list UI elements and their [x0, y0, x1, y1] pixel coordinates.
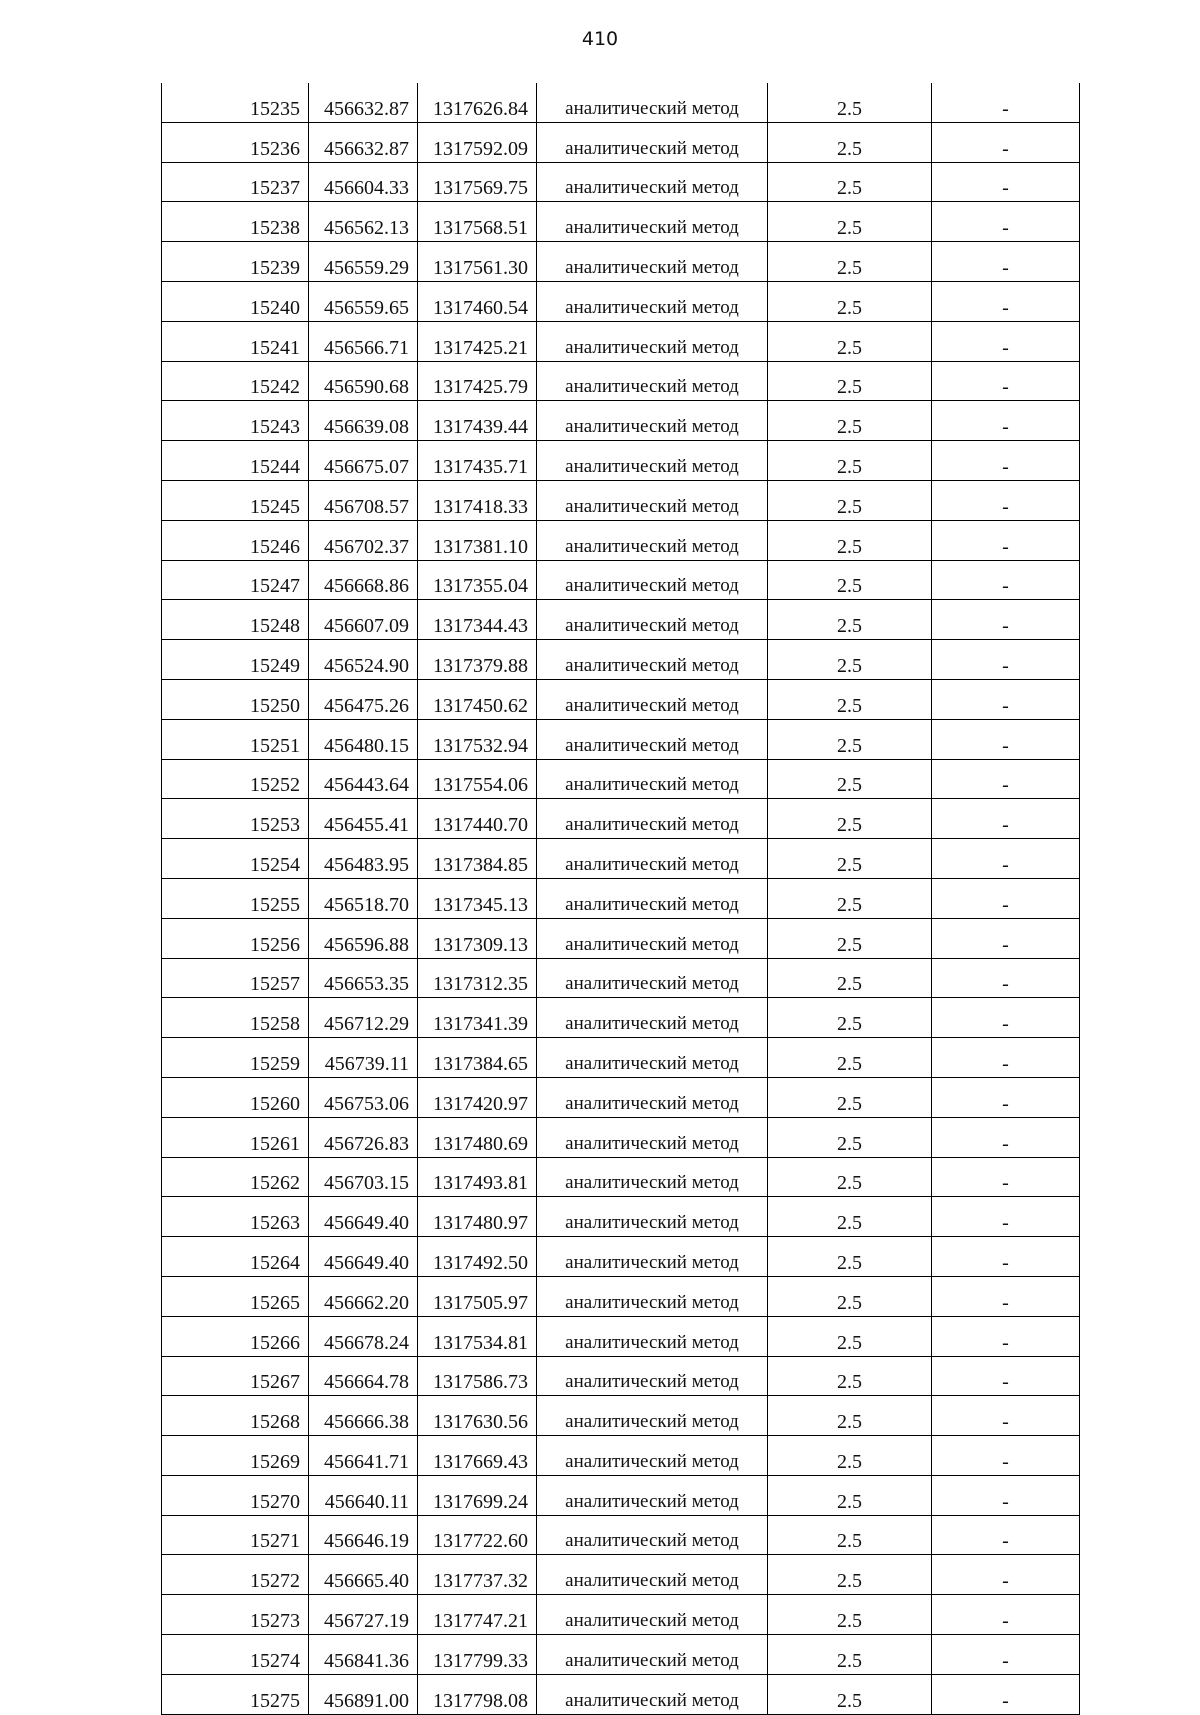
- table-row: [162, 1356, 1080, 1396]
- x-coordinate-cell: 456639.08: [309, 401, 418, 441]
- method-cell: аналитический метод: [537, 1635, 768, 1675]
- table-row: [162, 242, 1080, 282]
- table-row: [162, 401, 1080, 441]
- accuracy-cell: 2.5: [768, 759, 932, 799]
- note-cell: -: [932, 1197, 1080, 1237]
- accuracy-cell: 2.5: [768, 1436, 932, 1476]
- y-coordinate-cell: 1317309.13: [418, 918, 537, 958]
- x-coordinate-cell: 456841.36: [309, 1635, 418, 1675]
- y-coordinate-cell: 1317418.33: [418, 480, 537, 520]
- y-coordinate-cell: 1317341.39: [418, 998, 537, 1038]
- point-number-cell: 15271: [162, 1515, 309, 1555]
- y-coordinate-cell: 1317722.60: [418, 1515, 537, 1555]
- table-row: [162, 1475, 1080, 1515]
- method-cell: аналитический метод: [537, 321, 768, 361]
- y-coordinate-cell: 1317699.24: [418, 1475, 537, 1515]
- y-coordinate-cell: 1317355.04: [418, 560, 537, 600]
- x-coordinate-cell: 456607.09: [309, 600, 418, 640]
- y-coordinate-cell: 1317345.13: [418, 878, 537, 918]
- accuracy-cell: 2.5: [768, 1396, 932, 1436]
- table-row: [162, 83, 1080, 122]
- method-cell: аналитический метод: [537, 122, 768, 162]
- table-row: [162, 480, 1080, 520]
- y-coordinate-cell: 1317626.84: [418, 83, 537, 122]
- note-cell: -: [932, 281, 1080, 321]
- y-coordinate-cell: 1317554.06: [418, 759, 537, 799]
- note-cell: -: [932, 361, 1080, 401]
- x-coordinate-cell: 456753.06: [309, 1077, 418, 1117]
- point-number-cell: 15272: [162, 1555, 309, 1595]
- y-coordinate-cell: 1317439.44: [418, 401, 537, 441]
- method-cell: аналитический метод: [537, 1595, 768, 1635]
- table-row: [162, 799, 1080, 839]
- table-row: [162, 719, 1080, 759]
- point-number-cell: 15253: [162, 799, 309, 839]
- table-row: [162, 122, 1080, 162]
- method-cell: аналитический метод: [537, 1197, 768, 1237]
- x-coordinate-cell: 456596.88: [309, 918, 418, 958]
- method-cell: аналитический метод: [537, 1356, 768, 1396]
- note-cell: -: [932, 1436, 1080, 1476]
- table-row: [162, 1117, 1080, 1157]
- accuracy-cell: 2.5: [768, 361, 932, 401]
- table-row: [162, 1077, 1080, 1117]
- method-cell: аналитический метод: [537, 1276, 768, 1316]
- point-number-cell: 15259: [162, 1038, 309, 1078]
- x-coordinate-cell: 456641.71: [309, 1436, 418, 1476]
- method-cell: аналитический метод: [537, 1674, 768, 1714]
- x-coordinate-cell: 456739.11: [309, 1038, 418, 1078]
- note-cell: -: [932, 520, 1080, 560]
- x-coordinate-cell: 456524.90: [309, 640, 418, 680]
- page-number: 410: [581, 28, 619, 50]
- accuracy-cell: 2.5: [768, 1237, 932, 1277]
- y-coordinate-cell: 1317480.69: [418, 1117, 537, 1157]
- point-number-cell: 15247: [162, 560, 309, 600]
- accuracy-cell: 2.5: [768, 480, 932, 520]
- note-cell: -: [932, 480, 1080, 520]
- note-cell: -: [932, 1396, 1080, 1436]
- x-coordinate-cell: 456590.68: [309, 361, 418, 401]
- point-number-cell: 15246: [162, 520, 309, 560]
- point-number-cell: 15252: [162, 759, 309, 799]
- point-number-cell: 15250: [162, 679, 309, 719]
- note-cell: -: [932, 202, 1080, 242]
- point-number-cell: 15248: [162, 600, 309, 640]
- point-number-cell: 15245: [162, 480, 309, 520]
- accuracy-cell: 2.5: [768, 1555, 932, 1595]
- table-row: [162, 281, 1080, 321]
- method-cell: аналитический метод: [537, 401, 768, 441]
- point-number-cell: 15268: [162, 1396, 309, 1436]
- table-row: [162, 441, 1080, 481]
- accuracy-cell: 2.5: [768, 1635, 932, 1675]
- note-cell: -: [932, 958, 1080, 998]
- method-cell: аналитический метод: [537, 799, 768, 839]
- method-cell: аналитический метод: [537, 1515, 768, 1555]
- table-row: [162, 162, 1080, 202]
- table-row: [162, 1436, 1080, 1476]
- point-number-cell: 15257: [162, 958, 309, 998]
- point-number-cell: 15266: [162, 1316, 309, 1356]
- x-coordinate-cell: 456891.00: [309, 1674, 418, 1714]
- accuracy-cell: 2.5: [768, 560, 932, 600]
- point-number-cell: 15242: [162, 361, 309, 401]
- y-coordinate-cell: 1317798.08: [418, 1674, 537, 1714]
- accuracy-cell: 2.5: [768, 799, 932, 839]
- table-row: [162, 1635, 1080, 1675]
- x-coordinate-cell: 456727.19: [309, 1595, 418, 1635]
- y-coordinate-cell: 1317592.09: [418, 122, 537, 162]
- x-coordinate-cell: 456712.29: [309, 998, 418, 1038]
- point-number-cell: 15243: [162, 401, 309, 441]
- y-coordinate-cell: 1317534.81: [418, 1316, 537, 1356]
- note-cell: -: [932, 719, 1080, 759]
- note-cell: -: [932, 918, 1080, 958]
- x-coordinate-cell: 456668.86: [309, 560, 418, 600]
- accuracy-cell: 2.5: [768, 1276, 932, 1316]
- accuracy-cell: 2.5: [768, 1038, 932, 1078]
- table-row: [162, 640, 1080, 680]
- table-row: [162, 1157, 1080, 1197]
- x-coordinate-cell: 456708.57: [309, 480, 418, 520]
- point-number-cell: 15270: [162, 1475, 309, 1515]
- x-coordinate-cell: 456559.65: [309, 281, 418, 321]
- table-row: [162, 520, 1080, 560]
- y-coordinate-cell: 1317381.10: [418, 520, 537, 560]
- method-cell: аналитический метод: [537, 1077, 768, 1117]
- accuracy-cell: 2.5: [768, 83, 932, 122]
- y-coordinate-cell: 1317569.75: [418, 162, 537, 202]
- y-coordinate-cell: 1317420.97: [418, 1077, 537, 1117]
- method-cell: аналитический метод: [537, 1157, 768, 1197]
- table-row: [162, 1316, 1080, 1356]
- accuracy-cell: 2.5: [768, 1157, 932, 1197]
- accuracy-cell: 2.5: [768, 321, 932, 361]
- x-coordinate-cell: 456666.38: [309, 1396, 418, 1436]
- note-cell: -: [932, 878, 1080, 918]
- accuracy-cell: 2.5: [768, 441, 932, 481]
- y-coordinate-cell: 1317493.81: [418, 1157, 537, 1197]
- y-coordinate-cell: 1317379.88: [418, 640, 537, 680]
- y-coordinate-cell: 1317492.50: [418, 1237, 537, 1277]
- method-cell: аналитический метод: [537, 1396, 768, 1436]
- accuracy-cell: 2.5: [768, 1515, 932, 1555]
- x-coordinate-cell: 456662.20: [309, 1276, 418, 1316]
- note-cell: -: [932, 1038, 1080, 1078]
- y-coordinate-cell: 1317312.35: [418, 958, 537, 998]
- coordinates-table: [161, 83, 1080, 1715]
- accuracy-cell: 2.5: [768, 878, 932, 918]
- point-number-cell: 15254: [162, 839, 309, 879]
- method-cell: аналитический метод: [537, 1436, 768, 1476]
- method-cell: аналитический метод: [537, 202, 768, 242]
- note-cell: -: [932, 242, 1080, 282]
- x-coordinate-cell: 456632.87: [309, 122, 418, 162]
- note-cell: -: [932, 1595, 1080, 1635]
- table-row: [162, 1237, 1080, 1277]
- x-coordinate-cell: 456475.26: [309, 679, 418, 719]
- point-number-cell: 15274: [162, 1635, 309, 1675]
- accuracy-cell: 2.5: [768, 600, 932, 640]
- y-coordinate-cell: 1317630.56: [418, 1396, 537, 1436]
- accuracy-cell: 2.5: [768, 958, 932, 998]
- point-number-cell: 15240: [162, 281, 309, 321]
- table-row: [162, 1197, 1080, 1237]
- x-coordinate-cell: 456480.15: [309, 719, 418, 759]
- table-row: [162, 1515, 1080, 1555]
- y-coordinate-cell: 1317440.70: [418, 799, 537, 839]
- note-cell: -: [932, 998, 1080, 1038]
- method-cell: аналитический метод: [537, 441, 768, 481]
- point-number-cell: 15258: [162, 998, 309, 1038]
- table-row: [162, 679, 1080, 719]
- x-coordinate-cell: 456675.07: [309, 441, 418, 481]
- method-cell: аналитический метод: [537, 162, 768, 202]
- x-coordinate-cell: 456562.13: [309, 202, 418, 242]
- point-number-cell: 15244: [162, 441, 309, 481]
- y-coordinate-cell: 1317561.30: [418, 242, 537, 282]
- point-number-cell: 15237: [162, 162, 309, 202]
- point-number-cell: 15239: [162, 242, 309, 282]
- note-cell: -: [932, 1237, 1080, 1277]
- x-coordinate-cell: 456604.33: [309, 162, 418, 202]
- x-coordinate-cell: 456632.87: [309, 83, 418, 122]
- method-cell: аналитический метод: [537, 1038, 768, 1078]
- method-cell: аналитический метод: [537, 839, 768, 879]
- point-number-cell: 15241: [162, 321, 309, 361]
- note-cell: -: [932, 1674, 1080, 1714]
- table-row: [162, 918, 1080, 958]
- x-coordinate-cell: 456665.40: [309, 1555, 418, 1595]
- note-cell: -: [932, 162, 1080, 202]
- note-cell: -: [932, 640, 1080, 680]
- table-row: [162, 1396, 1080, 1436]
- table-row: [162, 958, 1080, 998]
- method-cell: аналитический метод: [537, 719, 768, 759]
- point-number-cell: 15238: [162, 202, 309, 242]
- method-cell: аналитический метод: [537, 878, 768, 918]
- method-cell: аналитический метод: [537, 918, 768, 958]
- table-row: [162, 1038, 1080, 1078]
- y-coordinate-cell: 1317669.43: [418, 1436, 537, 1476]
- table-row: [162, 202, 1080, 242]
- accuracy-cell: 2.5: [768, 1077, 932, 1117]
- method-cell: аналитический метод: [537, 759, 768, 799]
- y-coordinate-cell: 1317384.65: [418, 1038, 537, 1078]
- note-cell: -: [932, 401, 1080, 441]
- x-coordinate-cell: 456566.71: [309, 321, 418, 361]
- note-cell: -: [932, 1475, 1080, 1515]
- x-coordinate-cell: 456483.95: [309, 839, 418, 879]
- coordinates-table-body: [162, 83, 1080, 1714]
- point-number-cell: 15249: [162, 640, 309, 680]
- method-cell: аналитический метод: [537, 520, 768, 560]
- accuracy-cell: 2.5: [768, 122, 932, 162]
- point-number-cell: 15269: [162, 1436, 309, 1476]
- note-cell: -: [932, 1077, 1080, 1117]
- accuracy-cell: 2.5: [768, 679, 932, 719]
- y-coordinate-cell: 1317568.51: [418, 202, 537, 242]
- x-coordinate-cell: 456664.78: [309, 1356, 418, 1396]
- x-coordinate-cell: 456559.29: [309, 242, 418, 282]
- point-number-cell: 15263: [162, 1197, 309, 1237]
- point-number-cell: 15262: [162, 1157, 309, 1197]
- method-cell: аналитический метод: [537, 361, 768, 401]
- method-cell: аналитический метод: [537, 242, 768, 282]
- y-coordinate-cell: 1317586.73: [418, 1356, 537, 1396]
- table-row: [162, 560, 1080, 600]
- accuracy-cell: 2.5: [768, 1197, 932, 1237]
- point-number-cell: 15260: [162, 1077, 309, 1117]
- method-cell: аналитический метод: [537, 1316, 768, 1356]
- point-number-cell: 15275: [162, 1674, 309, 1714]
- table-row: [162, 1595, 1080, 1635]
- point-number-cell: 15236: [162, 122, 309, 162]
- y-coordinate-cell: 1317384.85: [418, 839, 537, 879]
- x-coordinate-cell: 456443.64: [309, 759, 418, 799]
- note-cell: -: [932, 679, 1080, 719]
- accuracy-cell: 2.5: [768, 281, 932, 321]
- note-cell: -: [932, 1157, 1080, 1197]
- accuracy-cell: 2.5: [768, 1117, 932, 1157]
- point-number-cell: 15255: [162, 878, 309, 918]
- method-cell: аналитический метод: [537, 83, 768, 122]
- x-coordinate-cell: 456653.35: [309, 958, 418, 998]
- y-coordinate-cell: 1317532.94: [418, 719, 537, 759]
- method-cell: аналитический метод: [537, 1237, 768, 1277]
- accuracy-cell: 2.5: [768, 1475, 932, 1515]
- point-number-cell: 15265: [162, 1276, 309, 1316]
- table-row: [162, 759, 1080, 799]
- point-number-cell: 15267: [162, 1356, 309, 1396]
- x-coordinate-cell: 456726.83: [309, 1117, 418, 1157]
- method-cell: аналитический метод: [537, 560, 768, 600]
- point-number-cell: 15235: [162, 83, 309, 122]
- x-coordinate-cell: 456678.24: [309, 1316, 418, 1356]
- accuracy-cell: 2.5: [768, 1316, 932, 1356]
- method-cell: аналитический метод: [537, 480, 768, 520]
- note-cell: -: [932, 759, 1080, 799]
- accuracy-cell: 2.5: [768, 242, 932, 282]
- note-cell: -: [932, 122, 1080, 162]
- note-cell: -: [932, 560, 1080, 600]
- method-cell: аналитический метод: [537, 958, 768, 998]
- x-coordinate-cell: 456455.41: [309, 799, 418, 839]
- method-cell: аналитический метод: [537, 998, 768, 1038]
- y-coordinate-cell: 1317747.21: [418, 1595, 537, 1635]
- note-cell: -: [932, 1117, 1080, 1157]
- accuracy-cell: 2.5: [768, 162, 932, 202]
- y-coordinate-cell: 1317480.97: [418, 1197, 537, 1237]
- accuracy-cell: 2.5: [768, 1356, 932, 1396]
- point-number-cell: 15251: [162, 719, 309, 759]
- note-cell: -: [932, 839, 1080, 879]
- y-coordinate-cell: 1317425.21: [418, 321, 537, 361]
- method-cell: аналитический метод: [537, 600, 768, 640]
- table-row: [162, 998, 1080, 1038]
- y-coordinate-cell: 1317505.97: [418, 1276, 537, 1316]
- note-cell: -: [932, 1555, 1080, 1595]
- note-cell: -: [932, 799, 1080, 839]
- accuracy-cell: 2.5: [768, 520, 932, 560]
- y-coordinate-cell: 1317737.32: [418, 1555, 537, 1595]
- accuracy-cell: 2.5: [768, 202, 932, 242]
- table-row: [162, 1276, 1080, 1316]
- table-row: [162, 1555, 1080, 1595]
- method-cell: аналитический метод: [537, 679, 768, 719]
- note-cell: -: [932, 1635, 1080, 1675]
- accuracy-cell: 2.5: [768, 918, 932, 958]
- note-cell: -: [932, 600, 1080, 640]
- x-coordinate-cell: 456649.40: [309, 1197, 418, 1237]
- note-cell: -: [932, 1356, 1080, 1396]
- note-cell: -: [932, 441, 1080, 481]
- y-coordinate-cell: 1317344.43: [418, 600, 537, 640]
- point-number-cell: 15264: [162, 1237, 309, 1277]
- note-cell: -: [932, 1515, 1080, 1555]
- method-cell: аналитический метод: [537, 1475, 768, 1515]
- method-cell: аналитический метод: [537, 281, 768, 321]
- method-cell: аналитический метод: [537, 1555, 768, 1595]
- x-coordinate-cell: 456518.70: [309, 878, 418, 918]
- method-cell: аналитический метод: [537, 640, 768, 680]
- point-number-cell: 15256: [162, 918, 309, 958]
- table-row: [162, 600, 1080, 640]
- x-coordinate-cell: 456646.19: [309, 1515, 418, 1555]
- accuracy-cell: 2.5: [768, 640, 932, 680]
- point-number-cell: 15261: [162, 1117, 309, 1157]
- table-row: [162, 321, 1080, 361]
- y-coordinate-cell: 1317799.33: [418, 1635, 537, 1675]
- x-coordinate-cell: 456703.15: [309, 1157, 418, 1197]
- y-coordinate-cell: 1317450.62: [418, 679, 537, 719]
- y-coordinate-cell: 1317435.71: [418, 441, 537, 481]
- y-coordinate-cell: 1317460.54: [418, 281, 537, 321]
- accuracy-cell: 2.5: [768, 719, 932, 759]
- note-cell: -: [932, 1316, 1080, 1356]
- table-row: [162, 361, 1080, 401]
- table-row: [162, 878, 1080, 918]
- note-cell: -: [932, 321, 1080, 361]
- y-coordinate-cell: 1317425.79: [418, 361, 537, 401]
- table-row: [162, 1674, 1080, 1714]
- x-coordinate-cell: 456702.37: [309, 520, 418, 560]
- note-cell: -: [932, 1276, 1080, 1316]
- x-coordinate-cell: 456649.40: [309, 1237, 418, 1277]
- accuracy-cell: 2.5: [768, 1674, 932, 1714]
- table-row: [162, 839, 1080, 879]
- accuracy-cell: 2.5: [768, 839, 932, 879]
- method-cell: аналитический метод: [537, 1117, 768, 1157]
- accuracy-cell: 2.5: [768, 1595, 932, 1635]
- accuracy-cell: 2.5: [768, 998, 932, 1038]
- point-number-cell: 15273: [162, 1595, 309, 1635]
- note-cell: -: [932, 83, 1080, 122]
- accuracy-cell: 2.5: [768, 401, 932, 441]
- x-coordinate-cell: 456640.11: [309, 1475, 418, 1515]
